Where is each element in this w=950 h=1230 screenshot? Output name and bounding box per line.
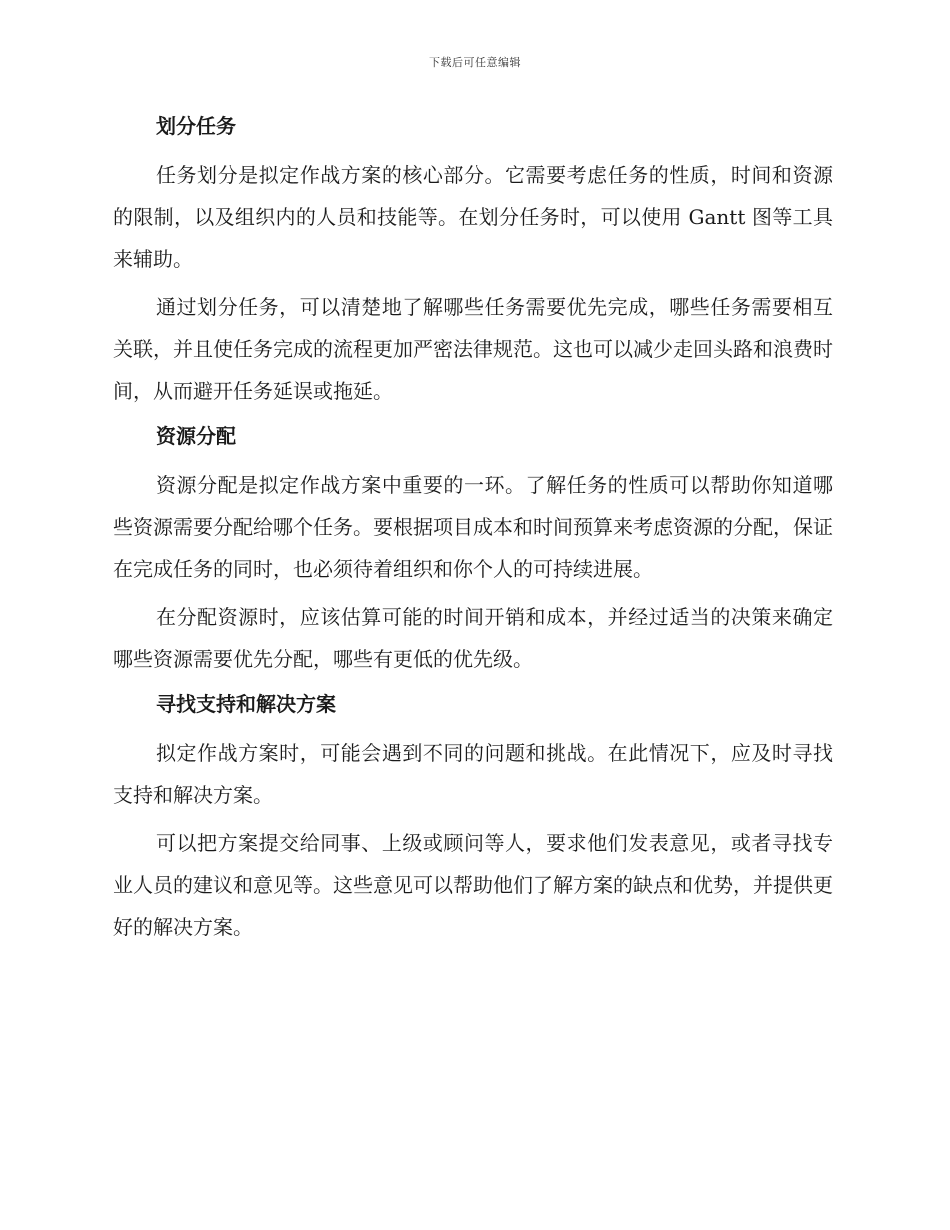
section-heading: 寻找支持和解决方案 xyxy=(156,692,336,716)
paragraph: 在分配资源时，应该估算可能的时间开销和成本，并经过适当的决策来确定哪些资源需要优先分配，哪些有更低的优先级。 xyxy=(113,605,833,671)
section-task-division xyxy=(113,108,833,412)
section-support-solutions xyxy=(113,686,833,948)
paragraph: 资源分配是拟定作战方案中重要的一环。了解任务的性质可以帮助你知道哪些资源需要分配给哪个任务。要根据项目成本和时间预算来考虑资源的分配，保证在完成任务的同时，也必须待着组织和你个人的可持续进展。 xyxy=(113,473,833,581)
paragraph: 任务划分是拟定作战方案的核心部分。它需要考虑任务的性质，时间和资源的限制，以及组织内的人员和技能等。在划分任务时，可以使用 Gantt 图等工具来辅助。 xyxy=(113,163,833,271)
paragraph: 拟定作战方案时，可能会遇到不同的问题和挑战。在此情况下，应及时寻找支持和解决方案。 xyxy=(113,741,833,807)
section-heading: 划分任务 xyxy=(156,114,236,138)
section-resource-allocation xyxy=(113,418,833,680)
paragraph: 可以把方案提交给同事、上级或顾问等人，要求他们发表意见，或者寻找专业人员的建议和意见等。这些意见可以帮助他们了解方案的缺点和优势，并提供更好的解决方案。 xyxy=(113,831,833,939)
paragraph: 通过划分任务，可以清楚地了解哪些任务需要优先完成，哪些任务需要相互关联，并且使任务完成的流程更加严密法律规范。这也可以减少走回头路和浪费时间，从而避开任务延误或拖延。 xyxy=(113,295,833,403)
section-heading: 资源分配 xyxy=(156,424,236,448)
page-header-note: 下载后可任意编辑 xyxy=(429,56,521,69)
document-body xyxy=(113,108,833,954)
